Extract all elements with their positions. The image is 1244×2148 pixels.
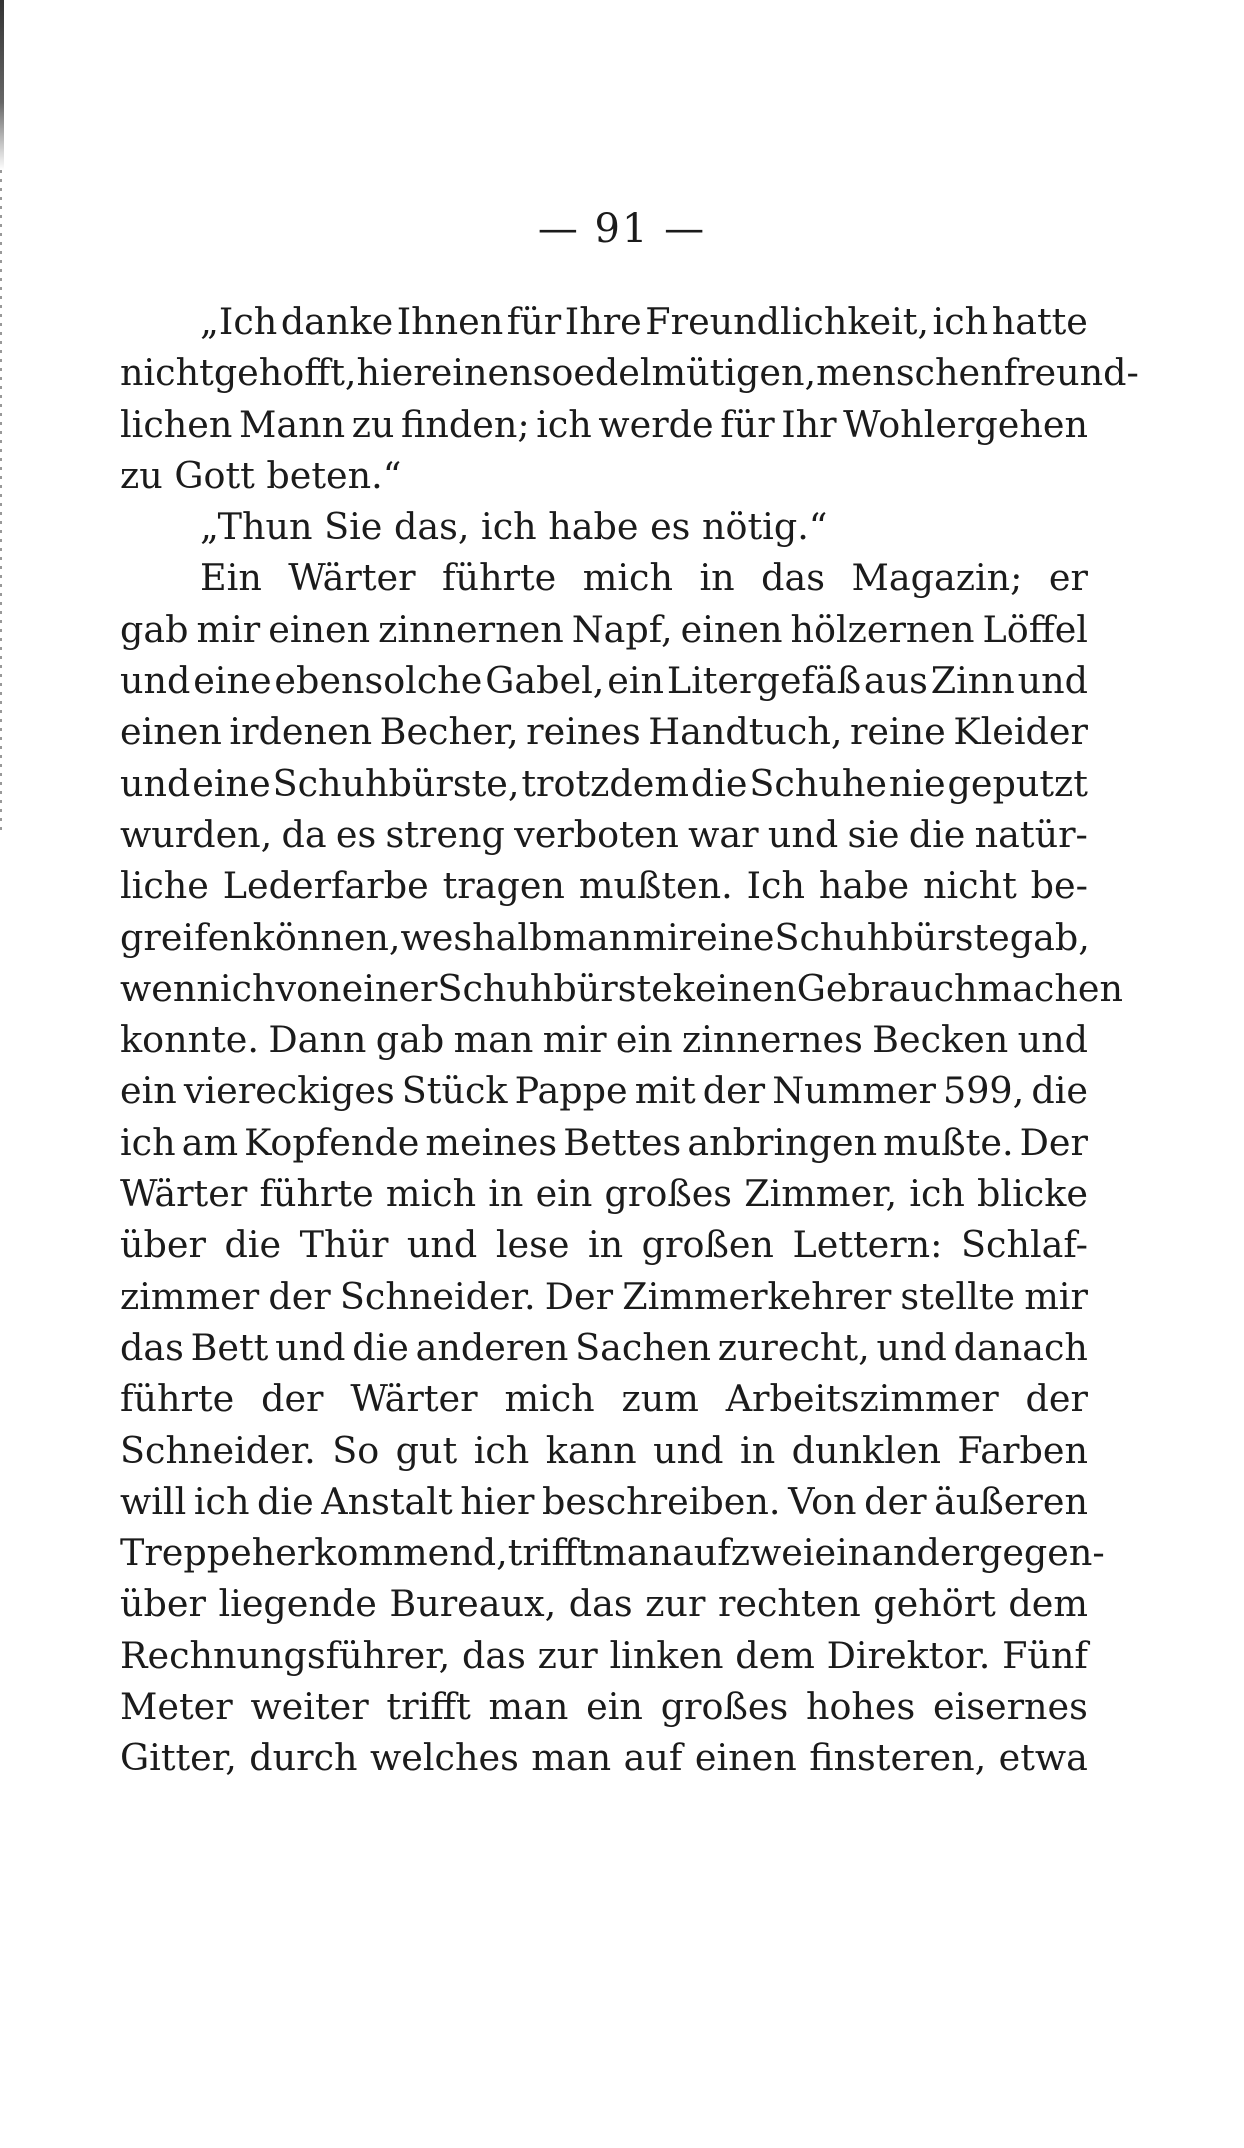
text-line: gab mir einen zinnernen Napf, einen hölzernen Löffel — [120, 607, 1088, 651]
text-line: ein viereckiges Stück Pappe mit der Nummer 599, die — [120, 1069, 1088, 1113]
text-line: „Ich danke Ihnen für Ihre Freundlichkeit, ich hatte — [200, 300, 1088, 343]
text-line: wurden, da es streng verboten war und sie die natür- — [120, 812, 1088, 856]
text-line: über liegende Bureaux, das zur rechten gehört dem — [120, 1582, 1088, 1626]
text-line: lichen Mann zu finden; ich werde für Ihr Wohlergehen — [120, 402, 1088, 446]
text-line: wenn ich von einer Schuhbürste keinen Gebrauch machen — [120, 966, 1123, 1010]
text-line: nicht gehofft, hier einen so edelmütigen, menschenfreund- — [120, 351, 1139, 395]
text-line: konnte. Dann gab man mir ein zinnernes Becken und — [120, 1018, 1088, 1062]
text-line: einen irdenen Becher, reines Handtuch, reine Kleider — [120, 710, 1088, 754]
text-line: greifen können, weshalb man mir eine Schuhbürste gab, — [120, 915, 1090, 959]
text-line: Gitter, durch welches man auf einen finsteren, etwa — [120, 1736, 1088, 1780]
text-line: Wärter führte mich in ein großes Zimmer, ich blicke — [120, 1172, 1088, 1216]
text-line: führte der Wärter mich zum Arbeitszimmer der — [120, 1377, 1088, 1421]
text-line: Rechnungsführer, das zur linken dem Direktor. Fünf — [120, 1633, 1088, 1677]
text-line: liche Lederfarbe tragen mußten. Ich habe nicht be- — [120, 864, 1088, 908]
page-edge-marks — [0, 170, 2, 830]
text-line: das Bett und die anderen Sachen zurecht, und danach — [120, 1325, 1088, 1369]
text-line: Meter weiter trifft man ein großes hohes eisernes — [120, 1685, 1088, 1729]
body-text — [120, 296, 1139, 1784]
text-line: über die Thür und lese in großen Lettern: Schlaf- — [120, 1223, 1088, 1267]
text-line: will ich die Anstalt hier beschreiben. Von der äußeren — [120, 1479, 1088, 1523]
text-line: „Thun Sie das, ich habe es nötig.“ — [200, 505, 828, 549]
text-line: ich am Kopfende meines Bettes anbringen mußte. Der — [120, 1120, 1088, 1164]
text-line: zimmer der Schneider. Der Zimmerkehrer stellte mir — [120, 1274, 1088, 1318]
text-line: und eine Schuhbürste, trotzdem die Schuhe nie geputzt — [120, 761, 1088, 805]
text-line: und eine ebensolche Gabel, ein Litergefäß aus Zinn und — [120, 659, 1088, 703]
page-edge-shadow — [0, 0, 4, 170]
text-line: Schneider. So gut ich kann und in dunklen Farben — [120, 1428, 1088, 1472]
text-line: zu Gott beten.“ — [120, 453, 402, 497]
text-line: Ein Wärter führte mich in das Magazin; er — [200, 556, 1088, 600]
page-number: — 91 — — [537, 206, 707, 252]
text-line: Treppe herkommend, trifft man auf zwei einander gegen- — [120, 1531, 1105, 1575]
